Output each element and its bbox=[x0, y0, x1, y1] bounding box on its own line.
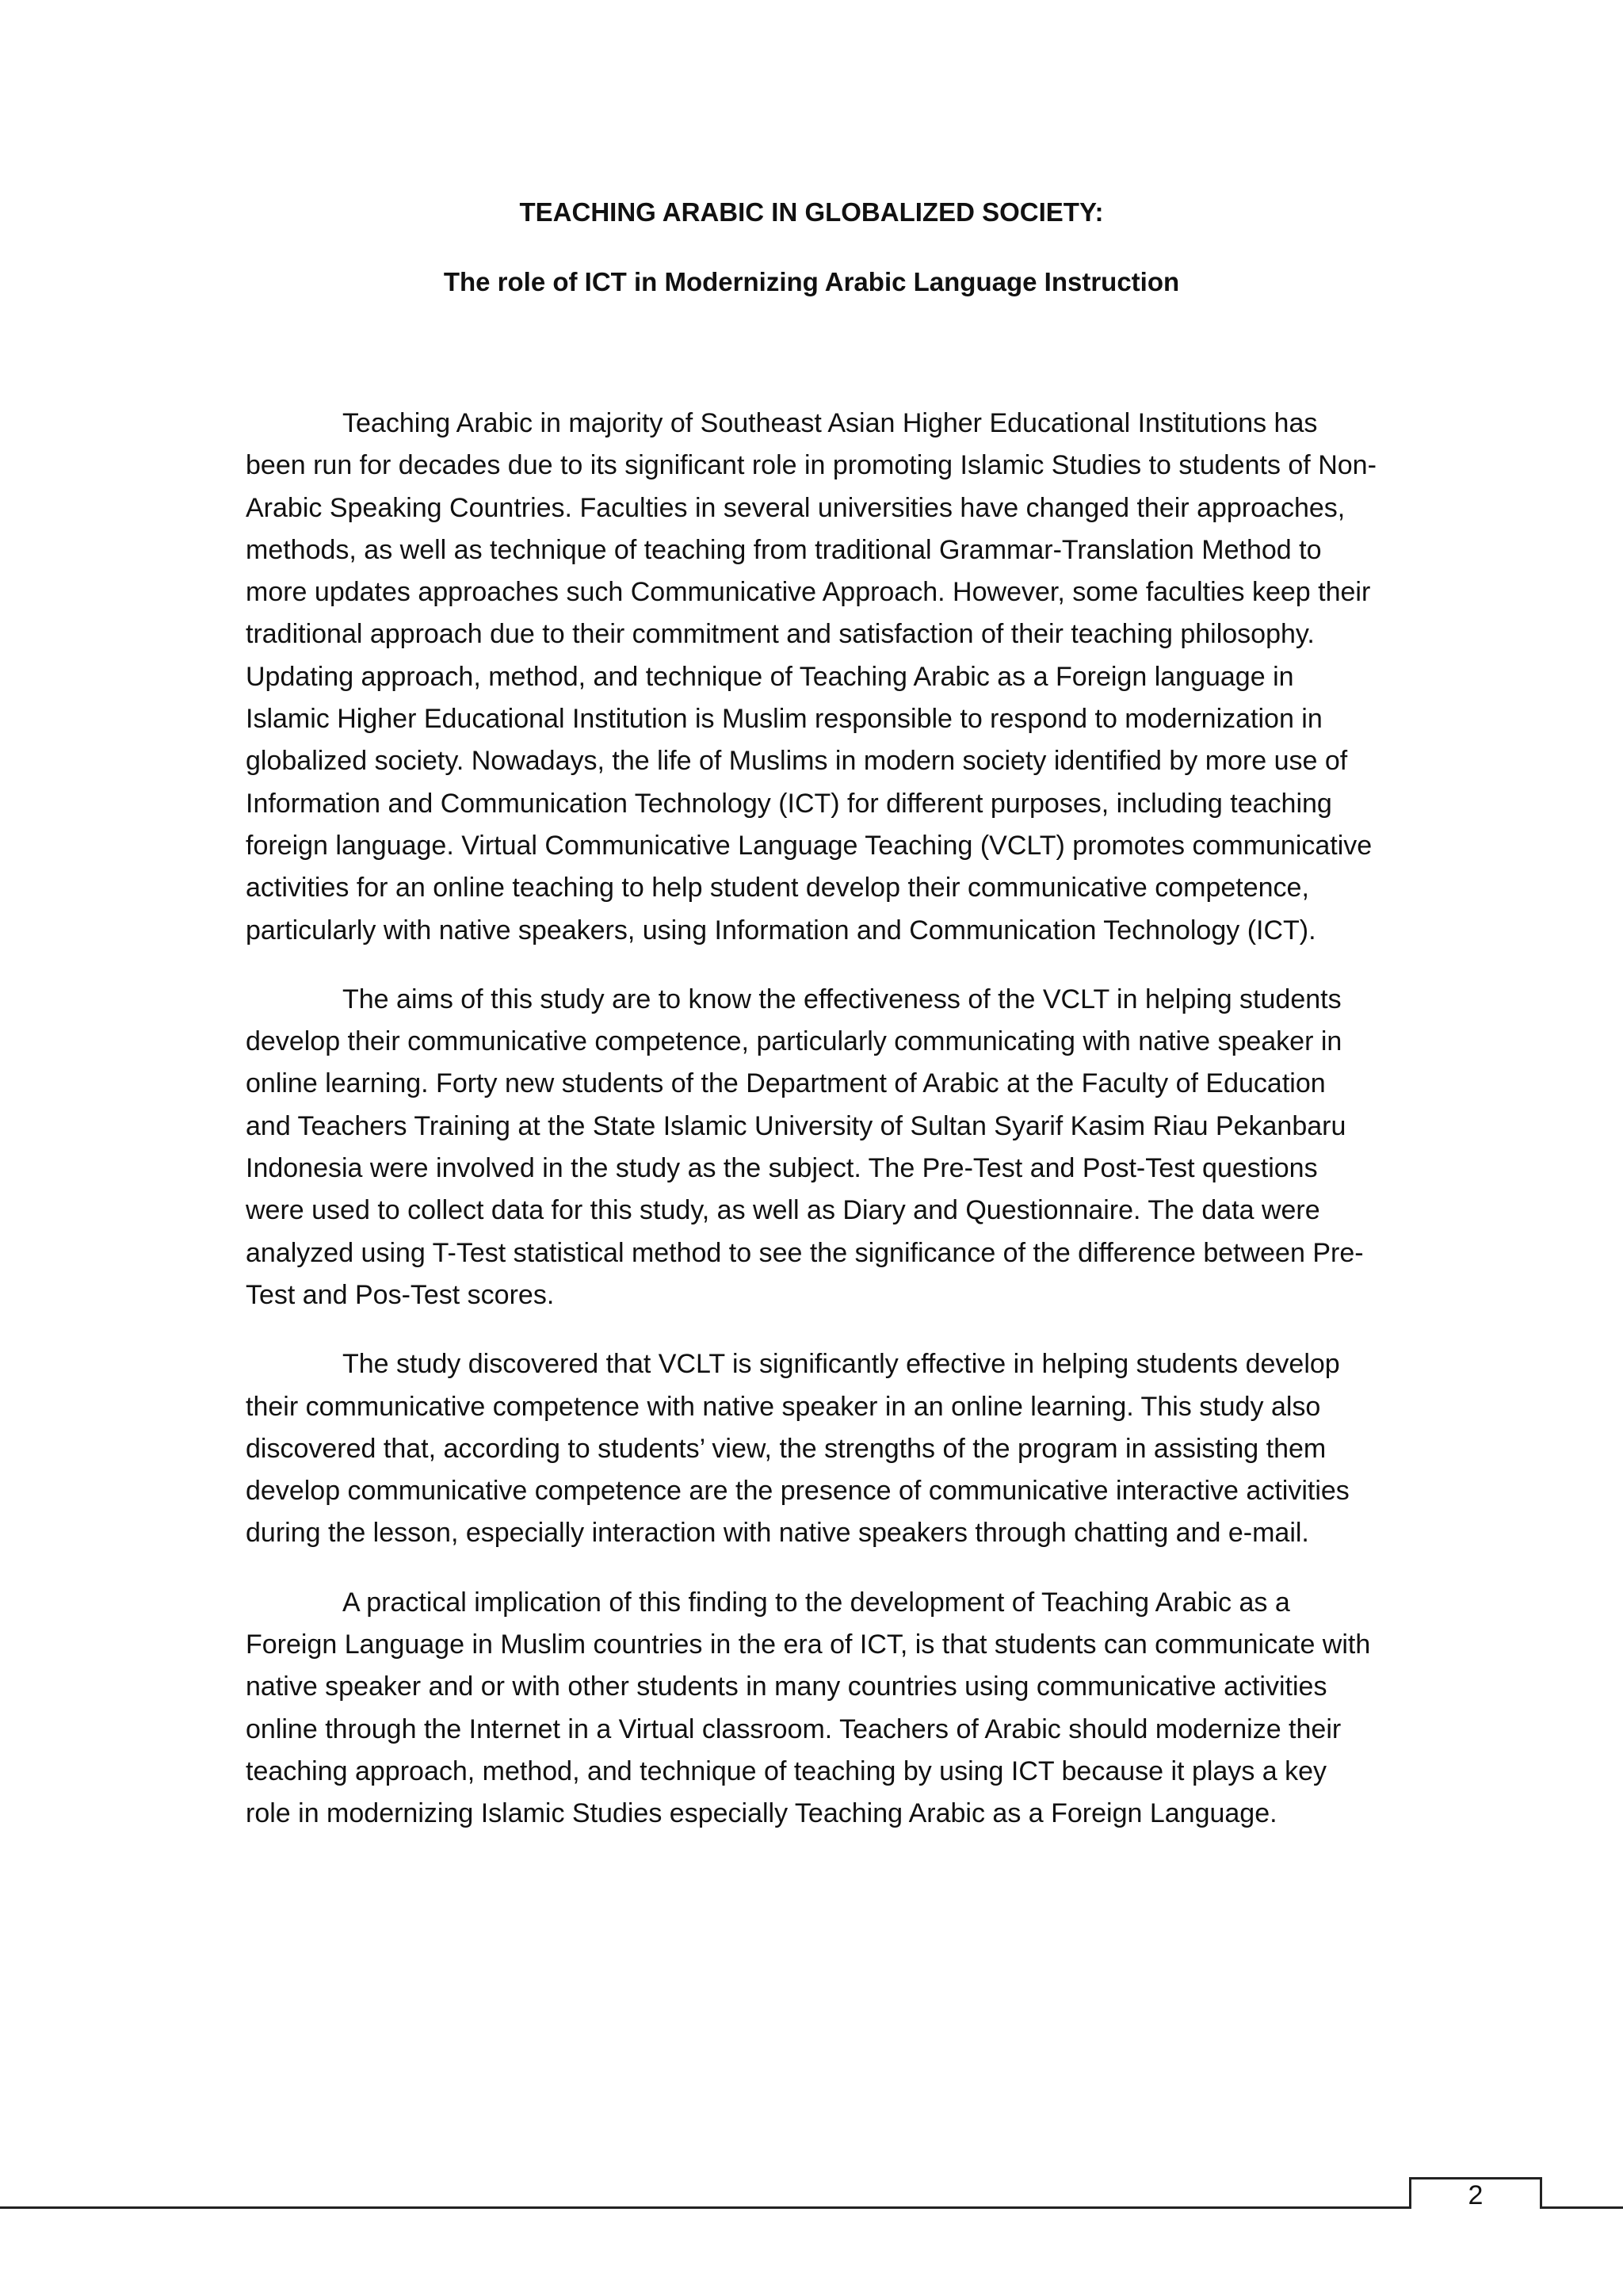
paragraph-1: Teaching Arabic in majority of Southeast Asian Higher Educational Institutions has been run for decades due to its significant role in promoting Islamic Studies to students of Non-Arabic Speaking Countries. Faculties in several universities have changed their approaches, methods, as well as technique of teaching from traditional Grammar-Translation Method to more updates approaches such Communicative Approach. However, some faculties keep their traditional approach due to their commitment and satisfaction of their teaching philosophy. Updating approach, method, and technique of Teaching Arabic as a Foreign language in Islamic Higher Educational Institution is Muslim responsible to respond to modernization in globalized society. Nowadays, the life of Muslims in modern society identified by more use of Information and Communication Technology (ICT) for different purposes, including teaching foreign language. Virtual Communicative Language Teaching (VCLT) promotes communicative activities for an online teaching to help student develop their communicative competence, particularly with native speakers, using Information and Communication Technology (ICT). bbox=[246, 408, 1377, 946]
title-block bbox=[246, 197, 1377, 298]
document-subtitle: The role of ICT in Modernizing Arabic Language Instruction bbox=[443, 267, 1180, 296]
document-title: TEACHING ARABIC IN GLOBALIZED SOCIETY: bbox=[519, 197, 1104, 227]
paragraph-4: A practical implication of this finding to the development of Teaching Arabic as a Foreign Language in Muslim countries in the era of ICT, is that students can communicate with native speaker and or with other students in many countries using communicative activities online through the Internet in a Virtual classroom. Teachers of Arabic should modernize their teaching approach, method, and technique of teaching by using ICT because it plays a key role in modernizing Islamic Studies especially Teaching Arabic as a Foreign Language. bbox=[246, 1587, 1371, 1829]
page-number: 2 bbox=[1409, 2177, 1542, 2209]
abstract-body bbox=[246, 403, 1377, 1862]
paragraph-3: The study discovered that VCLT is significantly effective in helping students develop their communicative competence with native speaker in an online learning. This study also discovered that, according to students’ view, the strengths of the program in assisting them develop communicative competence are the presence of communicative interactive activities during the lesson, especially interaction with native speakers through chatting and e-mail. bbox=[246, 1349, 1350, 1549]
paragraph-2: The aims of this study are to know the effectiveness of the VCLT in helping students develop their communicative competence, particularly communicating with native speaker in online learning. Forty new students of the Department of Arabic at the Faculty of Education and Teachers Training at the State Islamic University of Sultan Syarif Kasim Riau Pekanbaru Indonesia were involved in the study as the subject. The Pre-Test and Post-Test questions were used to collect data for this study, as well as Diary and Questionnaire. The data were analyzed using T-Test statistical method to see the significance of the difference between Pre-Test and Pos-Test scores. bbox=[246, 984, 1364, 1310]
footer-rule bbox=[0, 2206, 1623, 2209]
